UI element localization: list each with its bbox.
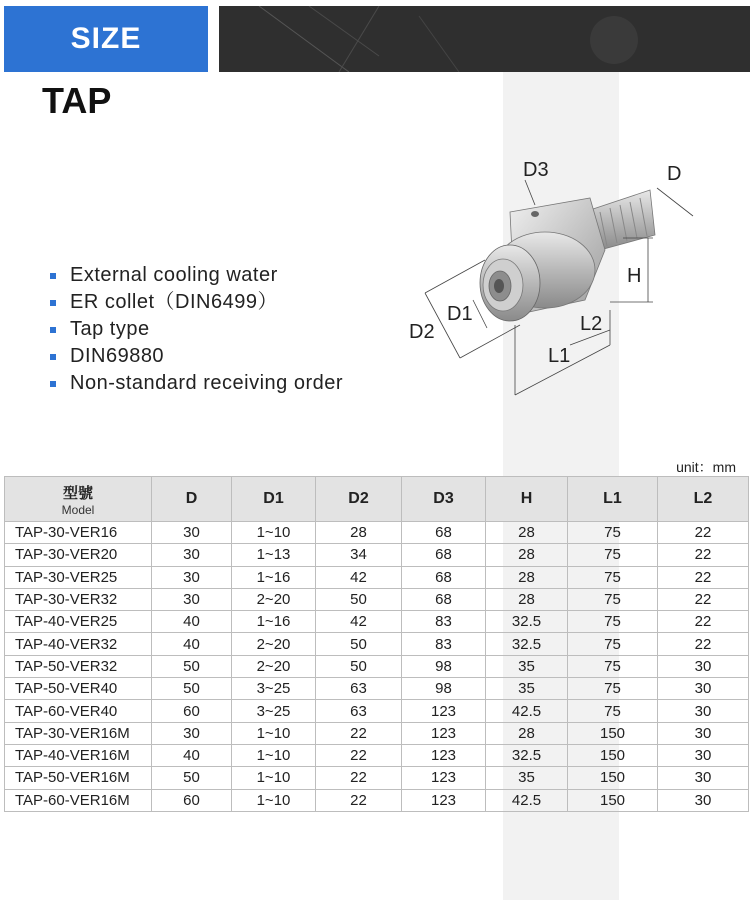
model-cell: TAP-40-VER25 [5,611,152,633]
value-cell: 30 [658,789,749,811]
value-cell: 22 [316,789,402,811]
value-cell: 75 [568,633,658,655]
value-cell: 1~16 [232,566,316,588]
value-cell: 1~10 [232,767,316,789]
model-cell: TAP-30-VER20 [5,544,152,566]
header-d1: D1 [232,477,316,522]
table-row [5,678,749,700]
value-cell: 123 [402,700,486,722]
value-cell: 42 [316,611,402,633]
label-l2: L2 [580,313,603,335]
page-title: TAP [42,80,112,121]
label-h: H [627,265,642,287]
feature-item: ER collet（DIN6499） [50,289,343,316]
header-l1: L1 [568,477,658,522]
value-cell: 22 [658,611,749,633]
table-row [5,722,749,744]
value-cell: 68 [402,566,486,588]
value-cell: 150 [568,767,658,789]
table-row [5,633,749,655]
table-row [5,522,749,544]
feature-item: Tap type [50,316,343,343]
value-cell: 22 [658,566,749,588]
value-cell: 50 [152,655,232,677]
table-row [5,588,749,610]
value-cell: 22 [316,744,402,766]
value-cell: 63 [316,700,402,722]
header-h: H [486,477,568,522]
header-d3: D3 [402,477,486,522]
value-cell: 42.5 [486,789,568,811]
value-cell: 30 [152,544,232,566]
value-cell: 40 [152,611,232,633]
value-cell: 68 [402,588,486,610]
banner-decoration [219,6,750,72]
value-cell: 75 [568,700,658,722]
value-cell: 68 [402,544,486,566]
value-cell: 22 [658,633,749,655]
value-cell: 42.5 [486,700,568,722]
value-cell: 2~20 [232,655,316,677]
model-cell: TAP-40-VER32 [5,633,152,655]
value-cell: 30 [152,566,232,588]
value-cell: 32.5 [486,744,568,766]
value-cell: 30 [152,588,232,610]
value-cell: 50 [316,655,402,677]
value-cell: 60 [152,700,232,722]
label-d: D [667,163,682,185]
value-cell: 75 [568,588,658,610]
table-header-row [5,477,749,522]
feature-list [50,262,343,397]
value-cell: 35 [486,678,568,700]
value-cell: 2~20 [232,633,316,655]
table-row [5,744,749,766]
logo-watermark-icon [590,16,638,64]
table-body [5,522,749,812]
value-cell: 35 [486,767,568,789]
spec-table [4,476,749,812]
value-cell: 32.5 [486,633,568,655]
value-cell: 123 [402,744,486,766]
tool-holder-diagram [395,150,705,405]
model-cell: TAP-60-VER40 [5,700,152,722]
value-cell: 30 [658,722,749,744]
feature-item: External cooling water [50,262,343,289]
model-cell: TAP-30-VER25 [5,566,152,588]
value-cell: 30 [658,767,749,789]
table-row [5,611,749,633]
value-cell: 123 [402,767,486,789]
value-cell: 32.5 [486,611,568,633]
value-cell: 98 [402,655,486,677]
value-cell: 3~25 [232,678,316,700]
unit-label: unit：mm [676,459,736,475]
value-cell: 98 [402,678,486,700]
size-tab [4,6,208,72]
model-cell: TAP-50-VER40 [5,678,152,700]
model-cell: TAP-50-VER32 [5,655,152,677]
collet-nut-shape [480,245,540,321]
model-cell: TAP-40-VER16M [5,744,152,766]
value-cell: 30 [658,655,749,677]
value-cell: 22 [316,722,402,744]
value-cell: 22 [658,522,749,544]
value-cell: 50 [152,678,232,700]
value-cell: 22 [658,544,749,566]
bullet-icon [50,354,56,360]
value-cell: 28 [486,544,568,566]
value-cell: 60 [152,789,232,811]
value-cell: 150 [568,722,658,744]
table-row [5,700,749,722]
value-cell: 22 [316,767,402,789]
value-cell: 123 [402,789,486,811]
value-cell: 1~10 [232,722,316,744]
value-cell: 1~10 [232,789,316,811]
value-cell: 40 [152,744,232,766]
value-cell: 35 [486,655,568,677]
table-row [5,655,749,677]
value-cell: 30 [658,744,749,766]
value-cell: 34 [316,544,402,566]
value-cell: 83 [402,611,486,633]
value-cell: 1~13 [232,544,316,566]
bullet-icon [50,273,56,279]
value-cell: 75 [568,544,658,566]
value-cell: 30 [658,678,749,700]
value-cell: 28 [316,522,402,544]
value-cell: 123 [402,722,486,744]
value-cell: 30 [152,722,232,744]
header-d2: D2 [316,477,402,522]
value-cell: 3~25 [232,700,316,722]
value-cell: 75 [568,678,658,700]
value-cell: 22 [658,588,749,610]
value-cell: 28 [486,588,568,610]
bullet-icon [50,300,56,306]
header-l2: L2 [658,477,749,522]
value-cell: 28 [486,566,568,588]
value-cell: 150 [568,744,658,766]
value-cell: 1~16 [232,611,316,633]
value-cell: 75 [568,566,658,588]
model-cell: TAP-30-VER16 [5,522,152,544]
table-row [5,767,749,789]
value-cell: 40 [152,633,232,655]
table-row [5,544,749,566]
label-d2: D2 [409,321,435,343]
model-cell: TAP-30-VER32 [5,588,152,610]
bullet-icon [50,381,56,387]
value-cell: 1~10 [232,522,316,544]
value-cell: 28 [486,522,568,544]
table-row [5,789,749,811]
header-d: D [152,477,232,522]
model-cell: TAP-50-VER16M [5,767,152,789]
value-cell: 68 [402,522,486,544]
label-d1: D1 [447,303,473,325]
feature-item: DIN69880 [50,343,343,370]
value-cell: 1~10 [232,744,316,766]
value-cell: 2~20 [232,588,316,610]
bullet-icon [50,327,56,333]
value-cell: 63 [316,678,402,700]
value-cell: 28 [486,722,568,744]
value-cell: 75 [568,655,658,677]
value-cell: 83 [402,633,486,655]
model-cell: TAP-30-VER16M [5,722,152,744]
header-banner [219,6,750,72]
size-tab-label: SIZE [70,22,142,55]
value-cell: 75 [568,522,658,544]
value-cell: 50 [152,767,232,789]
value-cell: 42 [316,566,402,588]
value-cell: 30 [658,700,749,722]
value-cell: 50 [316,633,402,655]
header-model: 型號 Model [5,477,152,522]
value-cell: 75 [568,611,658,633]
model-cell: TAP-60-VER16M [5,789,152,811]
label-d3: D3 [523,159,549,181]
value-cell: 150 [568,789,658,811]
feature-item: Non-standard receiving order [50,370,343,397]
label-l1: L1 [548,345,571,367]
value-cell: 30 [152,522,232,544]
table-row [5,566,749,588]
value-cell: 50 [316,588,402,610]
